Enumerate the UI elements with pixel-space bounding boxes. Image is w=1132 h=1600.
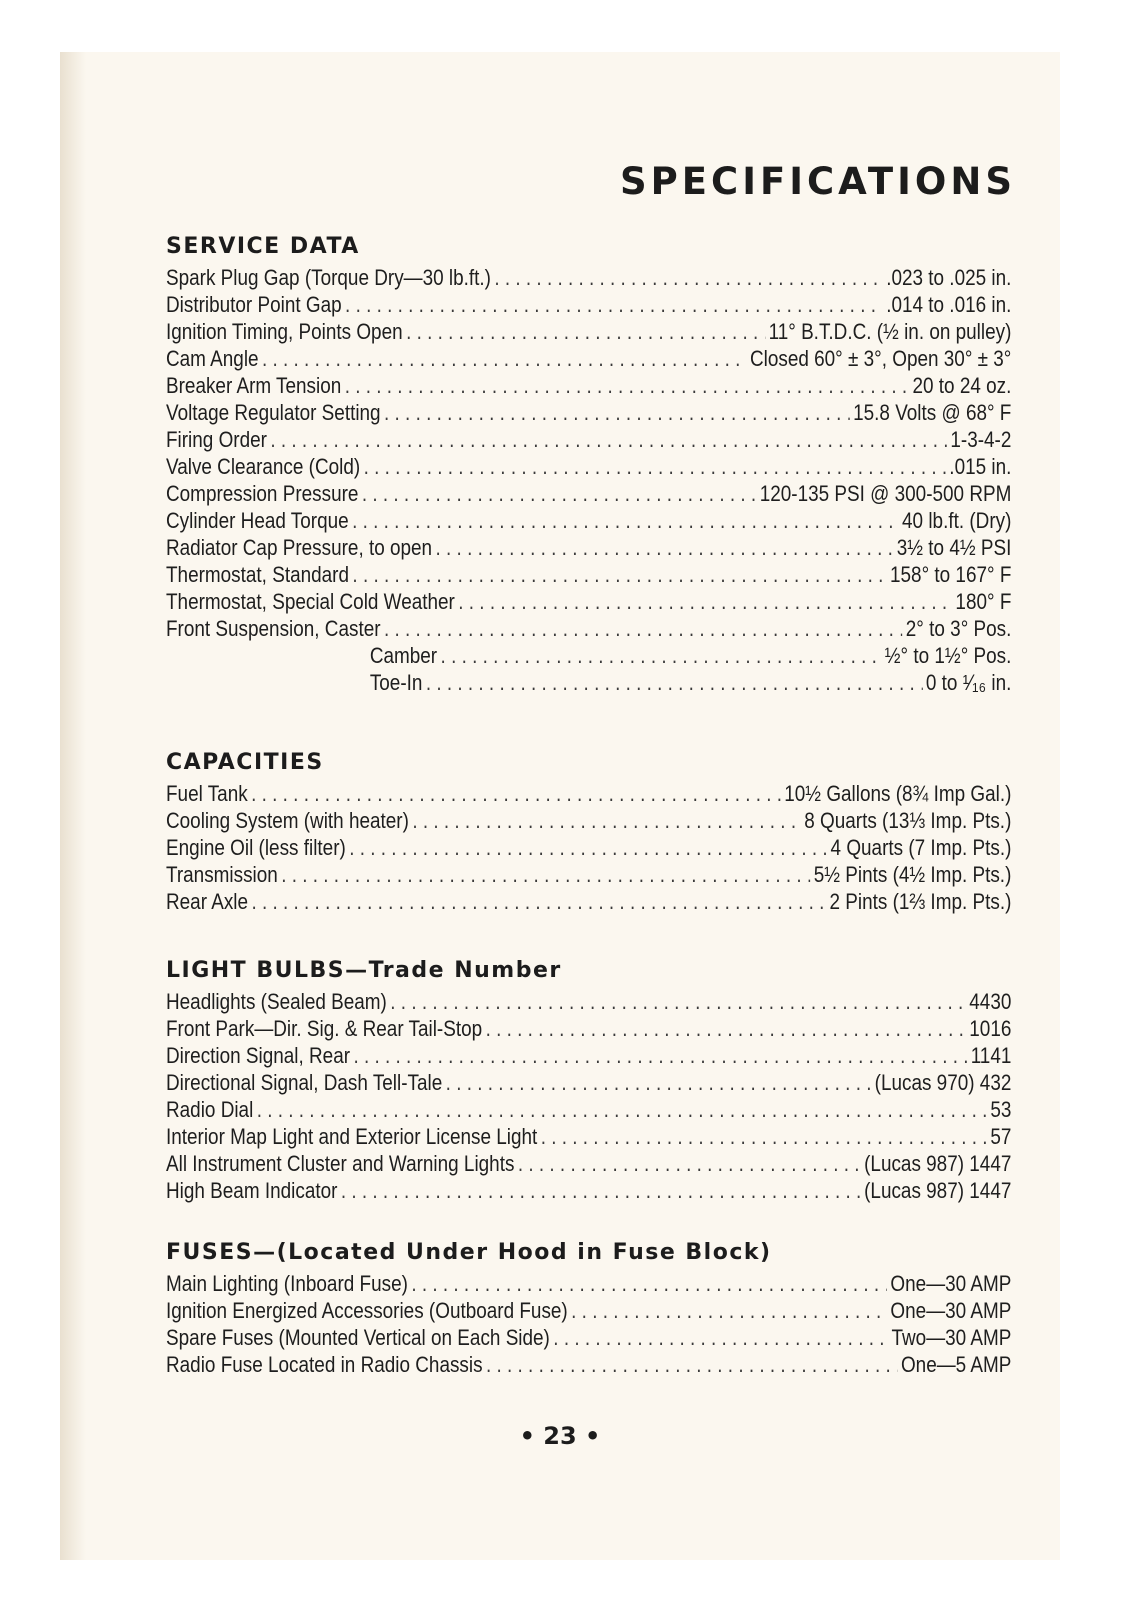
spec-row (166, 1324, 1011, 1351)
spec-value: 2° to 3° Pos. (905, 616, 1012, 641)
spec-value: 0 to ¹⁄₁₆ in. (925, 670, 1012, 695)
spec-value: (Lucas 987) 1447 (864, 1151, 1012, 1176)
spec-row (166, 291, 1011, 318)
spec-label: Firing Order (166, 427, 267, 452)
spec-label: Engine Oil (less filter) (166, 835, 346, 860)
spec-label: Compression Pressure (166, 481, 359, 506)
page-title: SPECIFICATIONS (620, 160, 1016, 203)
spec-label: High Beam Indicator (166, 1178, 338, 1203)
spec-value: 1016 (969, 1016, 1012, 1041)
light-bulbs-section (166, 954, 1012, 1204)
spec-label: Voltage Regulator Setting (166, 400, 381, 425)
spec-row (166, 1270, 1011, 1297)
spec-label: Direction Signal, Rear (166, 1043, 351, 1068)
spec-value: 1141 (970, 1043, 1012, 1068)
spec-label: Cooling System (with heater) (166, 808, 409, 833)
spec-value: 120-135 PSI @ 300-500 RPM (759, 481, 1012, 506)
spec-value: One—30 AMP (890, 1298, 1012, 1323)
page-number: • 23 • (519, 1422, 601, 1450)
spec-label: Toe-In (369, 670, 423, 695)
light-bulbs-list (166, 988, 1011, 1204)
spec-row (166, 453, 1011, 480)
spec-row (166, 561, 1011, 588)
fuses-list (166, 1270, 1011, 1378)
spec-value: .023 to .025 in. (886, 265, 1012, 290)
spec-row (166, 834, 1011, 861)
spec-value: 3½ to 4½ PSI (896, 535, 1012, 560)
spec-row (166, 888, 1011, 915)
spec-row (166, 480, 1011, 507)
spec-value: One—30 AMP (890, 1271, 1012, 1296)
spec-label: Radio Dial (166, 1097, 254, 1122)
spec-row (166, 534, 1011, 561)
spec-row (166, 1297, 1011, 1324)
manual-page (60, 52, 1060, 1560)
spec-value: 4430 (969, 989, 1012, 1014)
spec-row (166, 318, 1011, 345)
spec-value: 2 Pints (1⅔ Imp. Pts.) (829, 889, 1012, 914)
page-edge-shadow (60, 52, 86, 1560)
spec-value: 158° to 167° F (889, 562, 1012, 587)
spec-value: (Lucas 970) 432 (874, 1070, 1012, 1095)
spec-value: Two—30 AMP (891, 1325, 1012, 1350)
spec-row (166, 669, 1011, 696)
spec-value: 5½ Pints (4½ Imp. Pts.) (813, 862, 1012, 887)
spec-row (166, 1123, 1011, 1150)
spec-row (166, 807, 1011, 834)
spec-label: Camber (369, 643, 438, 668)
spec-value: 4 Quarts (7 Imp. Pts.) (830, 835, 1012, 860)
spec-label: Cam Angle (166, 346, 259, 371)
service-data-list (166, 264, 1011, 696)
spec-row (166, 780, 1011, 807)
service-data-section (166, 230, 1012, 696)
spec-row (166, 1177, 1011, 1204)
spec-value: 40 lb.ft. (Dry) (902, 508, 1012, 533)
spec-label: Rear Axle (166, 889, 249, 914)
spec-label: Directional Signal, Dash Tell-Tale (166, 1070, 443, 1095)
spec-row (166, 372, 1011, 399)
spec-value: .014 to .016 in. (886, 292, 1012, 317)
spec-row (166, 426, 1011, 453)
spec-row (166, 345, 1011, 372)
spec-label: Transmission (166, 862, 278, 887)
spec-label: Main Lighting (Inboard Fuse) (166, 1271, 408, 1296)
spec-label: Radiator Cap Pressure, to open (166, 535, 433, 560)
spec-label: Thermostat, Special Cold Weather (166, 589, 455, 614)
spec-row (166, 1150, 1011, 1177)
spec-label: Radio Fuse Located in Radio Chassis (166, 1352, 483, 1377)
spec-value: 10½ Gallons (8¾ Imp Gal.) (784, 781, 1012, 806)
spec-row (166, 1351, 1011, 1378)
service-data-heading: SERVICE DATA (166, 234, 360, 259)
spec-row (166, 1042, 1011, 1069)
spec-label: Breaker Arm Tension (166, 373, 342, 398)
spec-label: Front Park—Dir. Sig. & Rear Tail-Stop (166, 1016, 483, 1041)
spec-value: 8 Quarts (13⅓ Imp. Pts.) (804, 808, 1012, 833)
spec-label: Ignition Energized Accessories (Outboard Fuse) (166, 1298, 568, 1323)
spec-row (166, 1069, 1011, 1096)
light-bulbs-heading: LIGHT BULBS—Trade Number (166, 958, 562, 983)
spec-value: 180° F (955, 589, 1012, 614)
capacities-list (166, 780, 1011, 915)
spec-row (166, 507, 1011, 534)
spec-row (166, 264, 1011, 291)
spec-row (166, 588, 1011, 615)
spec-value: Closed 60° ± 3°, Open 30° ± 3° (749, 346, 1012, 371)
spec-value: 57 (990, 1124, 1012, 1149)
fuses-heading: FUSES—(Located Under Hood in Fuse Block) (166, 1240, 772, 1265)
spec-row (166, 988, 1011, 1015)
spec-row (166, 861, 1011, 888)
spec-value: .015 in. (949, 454, 1012, 479)
spec-label: Cylinder Head Torque (166, 508, 349, 533)
spec-label: Ignition Timing, Points Open (166, 319, 403, 344)
capacities-section (166, 746, 1012, 915)
spec-value: One—5 AMP (900, 1352, 1012, 1377)
spec-label: Spark Plug Gap (Torque Dry—30 lb.ft.) (166, 265, 491, 290)
spec-value: 15.8 Volts @ 68° F (853, 400, 1012, 425)
capacities-heading: CAPACITIES (166, 750, 324, 775)
spec-row (166, 1015, 1011, 1042)
spec-value: ½° to 1½° Pos. (884, 643, 1012, 668)
spec-row (166, 615, 1011, 642)
spec-label: Thermostat, Standard (166, 562, 349, 587)
spec-label: Interior Map Light and Exterior License Light (166, 1124, 538, 1149)
spec-label: Headlights (Sealed Beam) (166, 989, 387, 1014)
spec-label: Front Suspension, Caster (166, 616, 381, 641)
spec-row (166, 642, 1011, 669)
spec-value: 1-3-4-2 (950, 427, 1012, 452)
spec-value: 53 (990, 1097, 1012, 1122)
spec-label: Valve Clearance (Cold) (166, 454, 361, 479)
spec-label: Spare Fuses (Mounted Vertical on Each Side) (166, 1325, 550, 1350)
fuses-section (166, 1236, 1012, 1378)
spec-label: All Instrument Cluster and Warning Lights (166, 1151, 515, 1176)
spec-value: (Lucas 987) 1447 (864, 1178, 1012, 1203)
spec-row (166, 399, 1011, 426)
spec-row (166, 1096, 1011, 1123)
spec-label: Fuel Tank (166, 781, 248, 806)
spec-value: 20 to 24 oz. (912, 373, 1012, 398)
spec-label: Distributor Point Gap (166, 292, 342, 317)
spec-value: 11° B.T.D.C. (½ in. on pulley) (768, 319, 1012, 344)
